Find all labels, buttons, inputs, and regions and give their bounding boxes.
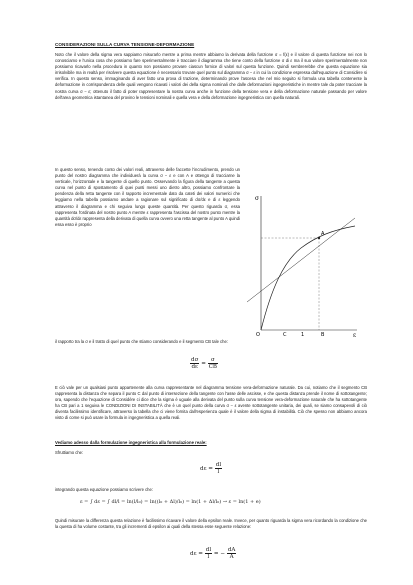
paragraph-true-stress: Quindi misurare la differenza questa relazione è facilissimo ricavare il valore della epsilon reale. Invece, per quanto riguarda la sigma vera ricordando la condizione che la questa di ha volume costante, tra gli incrementi di epsilon ai quali della stessa esse seguente relazione:	[55, 518, 367, 530]
point-a-label: A	[321, 231, 325, 237]
label-strain: Sfruttiamo che:	[55, 450, 84, 455]
equals-sign: =	[201, 361, 206, 367]
point-c-label: C	[283, 332, 287, 338]
section-heading-considerations: CONSIDERAZIONI SULLA CURVA TENSIONE-DEFORMAZIONE	[55, 42, 195, 47]
fraction-da-a: $\frac{dA}{A}$	[227, 547, 236, 560]
paragraph-ratio-intro: il rapporto tra la σ e il tratto di quel punto che stiamo considerando e il segmento CB tale che:	[55, 339, 228, 344]
paragraph-integration: integrando questa equazione possiamo scrivere che:	[55, 487, 154, 492]
x-axis-label: ε	[353, 332, 357, 339]
paragraph-intro: Noto che il valore della sigma vera sappiamo misurarlo mentre a prima mentre abbiamo la derivata della funzione σ = f(ε) e il valore di questa funzione nei non lo conosciamo e l'unica cosa che possiamo fare sperimentalmente è tracciare il diagramma che tiene conto della funzione σ di ε ma il suo valore sperimentalmente non possiamo ricavarlo nella procedura in quanto non possiamo provare ciascun fornice di valori sul questa funzione. Quindi sembrerebbe che questa equazione sia irrisolvibile ma in realtà per risolvere questa equazione è necessario trovare quel punto sul diagramma σ − ε in cui la condizione espressa dall'equazione di Considère si verifica. In questo senso, immaginando di aver fatto una prova di trazione, determinando prove l'ascesa che nel mio seguito si formula una tabella contenente la deformazione in corrispondenza delle quali vengono ricavati i valori dei della sigma nominali che dalle deformazioni ingegneristiche in mentre tale da poter tracciare la nostra curva σ − ε; ottenuto il fatto di poter rappresentare la nostra curva anche in funzione della tensione vera e della deformazione naturale passando per valore dell'area geometrica istantanea del provino le tensioni nominali e quella vera e della deformazione ingegneristica con quella naturali.	[55, 52, 367, 100]
fraction-sigma-cb: $\frac{\sigma}{CB}$	[208, 357, 218, 370]
stress-strain-diagram	[243, 190, 361, 340]
point-b-label: B	[321, 332, 325, 338]
unit-one-label: 1	[301, 332, 305, 338]
point-a-marker	[318, 237, 320, 239]
equation-strain-increment: dε = $\frac{dl}{l}$	[200, 462, 222, 475]
paragraph-tangent-explanation: In questo senso, tenendo conto dei valori reali, attraverso delle faccette l'incrudimento, prendo un punto del nostro diagramma che individuerà la curva σ − ε e con A e ottengo di tracciarne la verticale, l'orizzontale e la tangente di quello punto. Osservando la figura della tangente a questa curva nel punto di spostamento di quei punti messi uno dietro altro, possiamo confrontare la pendenza della retta tangente con il rapporto incrementale dato da cateti dei valori numerici che leggiamo nella tabella possiamo andare a ragionare sul significato di dσ/dε e di ε leggendo attraverso il diagramma e chi seguiva lungo queste quantità. Per questo riguarda σ, essa rappresenta l'ordinata del nostro punto A mentre ε rappresenta l'ascissa del nostro punto mentre la quantità dσ/dε rappresenta della derivata di quella curva ovvero una retta tangente al punto A quindi essa esso è proprio	[55, 167, 240, 227]
point-o-label: O	[256, 332, 260, 338]
equation-constant-volume: dε = $\frac{dl}{l}$ = − $\frac{dA}{A}$	[190, 547, 236, 560]
fraction-dl-l-2: $\frac{dl}{l}$	[205, 547, 212, 560]
paragraph-subtangent: E ciò vale per un qualsiasi punto appartenente alla curva rappresentante nel diagramma tensione vera-deformazione naturale. Da cui, notiamo che il segmento CB rappresenta la distanza che separa il punto C dal punto di intersezione della tangente con l'asse delle ascisse, e che questa distanza prende il nome di sottotangente; ora, sapendo che l'equazione di Considère ci dice che la sigma è uguale alla derivata del punto sulla curva tensione vera-deformazione naturale che ha sottotangente ha CB pari a 1 seguiva le CONDIZIONI DI INSTABILITÀ che è un quel punto della curva σ − ε avente sottotangente unitaria, dei quali, se siamo consapevoli di ciò diventa facilissimo identificare, attraverso la tabella che ci viene fornita dall'esperienza quale è il valore della sigma di instabilità. Ciò che spesso non abbiamo ancora visto di come si può usare la formula in ingegneristica a quella reali.	[55, 385, 367, 421]
equation-considere	[190, 357, 218, 370]
section-heading-formulation: Vediamo adesso dalla formulazione ingegneristica alla formulazione reale:	[55, 440, 207, 445]
fraction-dsigma-depsilon: $\frac{d\sigma}{d\varepsilon}$	[191, 357, 199, 370]
y-axis-label: σ	[255, 195, 260, 202]
fraction-dl-l: $\frac{dl}{l}$	[215, 462, 222, 475]
equation-natural-strain: ε = ∫ dε = ∫ dl/l = ln(l/l₀) = ln((l₀ + Δl)/l₀) = ln(1 + Δl/l₀) → ε = ln(1 + e)	[80, 499, 261, 505]
tangent-line	[247, 218, 355, 302]
stress-strain-curve	[261, 226, 355, 330]
stress-strain-figure	[243, 190, 361, 340]
